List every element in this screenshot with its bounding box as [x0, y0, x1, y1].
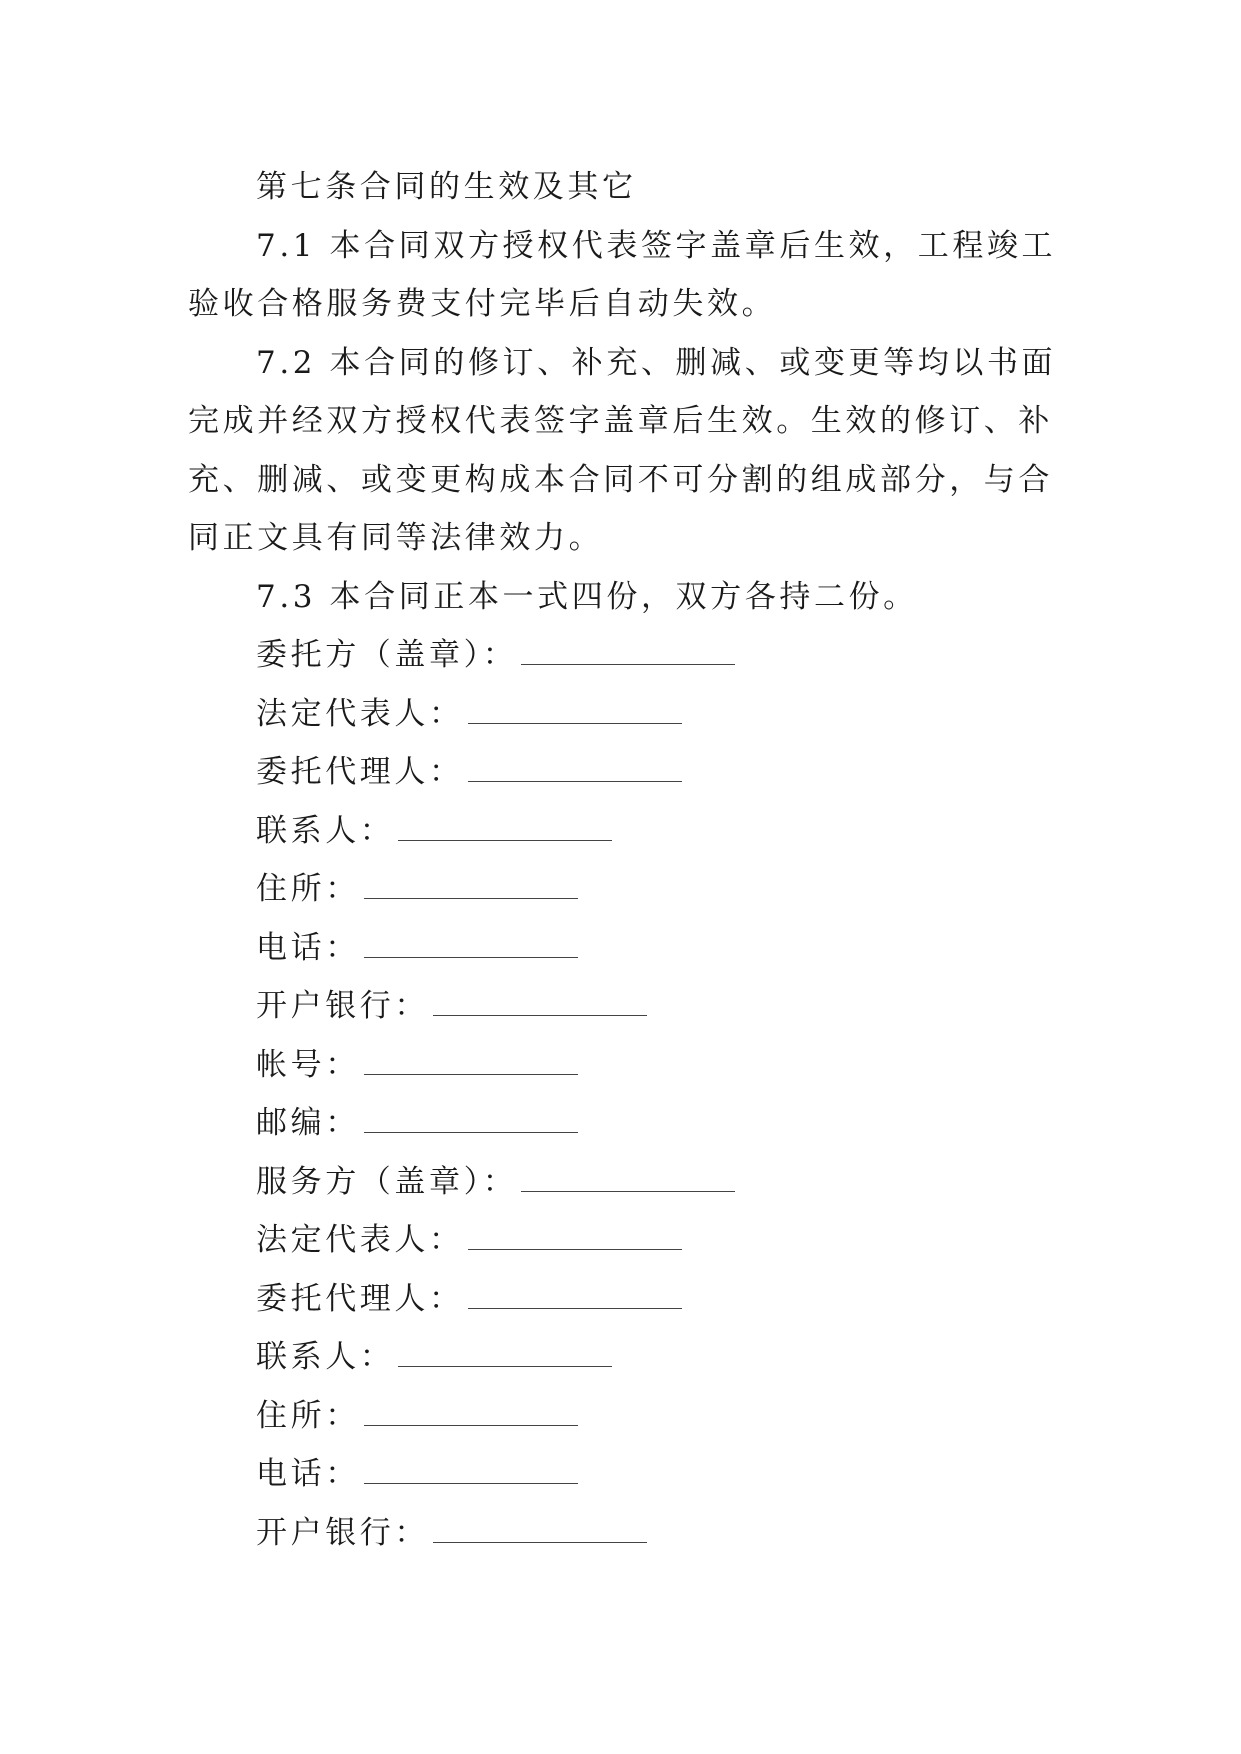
- blank-line[interactable]: [433, 1014, 647, 1016]
- field-label: 委托方（盖章）：: [256, 637, 518, 673]
- blank-line[interactable]: [364, 1482, 578, 1484]
- provider-address-field: [188, 1387, 1058, 1446]
- provider-contact-field: [188, 1328, 1058, 1387]
- client-seal-field: [188, 626, 1058, 685]
- blank-line[interactable]: [364, 956, 578, 958]
- field-label: 电话：: [256, 929, 360, 966]
- client-account-field: [188, 1036, 1058, 1095]
- field-label: 帐号：: [256, 1046, 360, 1083]
- blank-line[interactable]: [468, 1248, 682, 1250]
- blank-line[interactable]: [364, 897, 578, 899]
- field-label: 联系人：: [256, 812, 395, 849]
- client-legal-rep-field: [188, 685, 1058, 744]
- client-signature-block: [188, 626, 1058, 1153]
- blank-line[interactable]: [468, 780, 682, 782]
- field-label: 委托代理人：: [256, 754, 464, 790]
- field-label: 服务方（盖章）：: [256, 1163, 518, 1200]
- provider-agent-field: [188, 1270, 1058, 1329]
- contract-content: [188, 158, 1058, 1562]
- field-label: 联系人：: [256, 1339, 395, 1375]
- provider-seal-field: [188, 1153, 1058, 1212]
- field-label: 法定代表人：: [256, 695, 464, 732]
- section-heading: 第七条合同的生效及其它: [256, 169, 637, 205]
- blank-line[interactable]: [468, 1307, 682, 1309]
- provider-bank-field: [188, 1504, 1058, 1563]
- field-label: 住所：: [256, 871, 360, 907]
- blank-line[interactable]: [364, 1073, 578, 1075]
- client-agent-field: [188, 743, 1058, 802]
- field-label: 电话：: [256, 1456, 360, 1492]
- blank-line[interactable]: [433, 1541, 647, 1543]
- client-postcode-field: [188, 1094, 1058, 1153]
- client-contact-field: [188, 802, 1058, 861]
- provider-legal-rep-field: [188, 1211, 1058, 1270]
- field-label: 邮编：: [256, 1105, 360, 1141]
- field-label: 开户银行：: [256, 988, 429, 1024]
- provider-signature-block: [188, 1153, 1058, 1563]
- blank-line[interactable]: [364, 1131, 578, 1133]
- blank-line[interactable]: [521, 663, 735, 665]
- clause-7-3: 7.3 本合同正本一式四份，双方各持二份。: [256, 578, 918, 615]
- blank-line[interactable]: [364, 1424, 578, 1426]
- blank-line[interactable]: [398, 839, 612, 841]
- client-address-field: [188, 860, 1058, 919]
- field-label: 法定代表人：: [256, 1222, 464, 1258]
- provider-phone-field: [188, 1445, 1058, 1504]
- field-label: 委托代理人：: [256, 1280, 464, 1317]
- client-bank-field: [188, 977, 1058, 1036]
- field-label: 开户银行：: [256, 1514, 429, 1551]
- clause-7-2: 7.2 本合同的修订、补充、删减、或变更等均以书面完成并经双方授权代表签字盖章后生效。生效的修订、补充、删减、或变更构成本合同不可分割的组成部分，与合同正文具有同等法律效力。: [188, 344, 1057, 556]
- blank-line[interactable]: [521, 1190, 735, 1192]
- field-label: 住所：: [256, 1397, 360, 1434]
- clause-7-1: 7.1 本合同双方授权代表签字盖章后生效，工程竣工验收合格服务费支付完毕后自动失效。: [188, 227, 1057, 322]
- blank-line[interactable]: [398, 1365, 612, 1367]
- blank-line[interactable]: [468, 722, 682, 724]
- client-phone-field: [188, 919, 1058, 978]
